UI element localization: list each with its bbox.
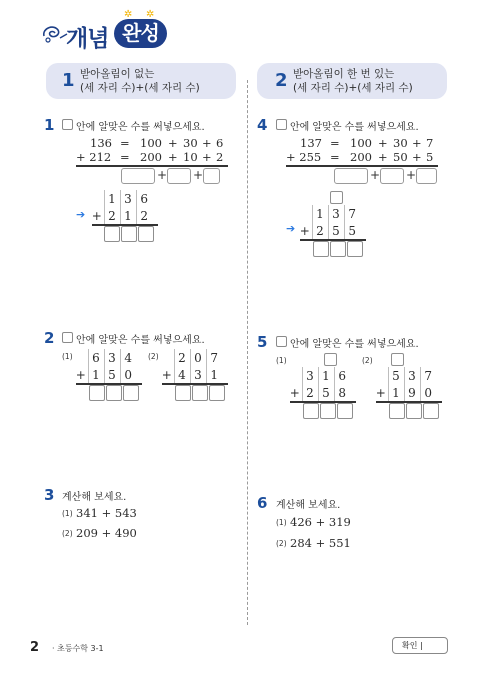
section-title-line2: (세 자리 수)+(세 자리 수) — [293, 82, 413, 94]
sparkle-icon: ✲ — [124, 9, 133, 20]
calc-expression: 209 + 490 — [76, 526, 137, 540]
section-title-line2: (세 자리 수)+(세 자리 수) — [80, 82, 200, 94]
problem-prompt: 안에 알맞은 수를 써넣으세요. — [290, 122, 419, 133]
decomposition-row-2: + 255 = 200 + 50 + 5 — [286, 150, 434, 164]
answer-digit-input[interactable] — [192, 385, 208, 401]
sub-label: (1) — [62, 352, 73, 361]
answer-digit-input[interactable] — [337, 403, 353, 419]
problem-number: 2 — [44, 329, 55, 347]
plus-sign: + — [157, 168, 168, 182]
confirm-box[interactable]: 확인 | — [392, 637, 448, 654]
carry-input[interactable] — [330, 191, 343, 204]
vertical-addition: 2 0 7 + 4 3 1 — [160, 349, 222, 383]
answer-digit-input[interactable] — [106, 385, 122, 401]
sub-label: (2) — [148, 352, 159, 361]
problem-number: 4 — [257, 116, 268, 134]
answer-input[interactable] — [203, 168, 220, 184]
answer-digit-input[interactable] — [389, 403, 405, 419]
problem-prompt: 안에 알맞은 수를 써넣으세요. — [290, 339, 419, 350]
column-divider — [247, 80, 248, 625]
answer-box-icon — [276, 119, 287, 130]
decomposition-row-1: 136 = 100 + 30 + 6 — [90, 136, 224, 150]
answer-digit-input[interactable] — [175, 385, 191, 401]
answer-digit-input[interactable] — [303, 403, 319, 419]
problem-prompt: 안에 알맞은 수를 써넣으세요. — [76, 122, 205, 133]
arrow-right-icon: ➔ — [76, 208, 86, 221]
plus-sign: + — [406, 168, 417, 182]
arrow-right-icon: ➔ — [286, 222, 296, 235]
decomposition-row-1: 137 = 100 + 30 + 7 — [300, 136, 434, 150]
answer-input[interactable] — [416, 168, 437, 184]
answer-digit-input[interactable] — [209, 385, 225, 401]
problem-prompt: 계산해 보세요. — [62, 492, 127, 503]
answer-digit-input[interactable] — [89, 385, 105, 401]
sum-line — [76, 165, 228, 167]
answer-box-icon — [276, 336, 287, 347]
answer-digit-input[interactable] — [406, 403, 422, 419]
answer-input[interactable] — [167, 168, 191, 184]
answer-box-icon — [62, 332, 73, 343]
logo-title-part2: 완성 — [114, 19, 167, 48]
calc-expression: 341 + 543 — [76, 506, 137, 520]
problem-number: 1 — [44, 116, 55, 134]
vertical-addition: 5 3 7 + 1 9 0 — [374, 367, 436, 401]
carry-input[interactable] — [391, 353, 404, 366]
vertical-addition: 1 3 6 + 2 1 2 — [90, 190, 152, 224]
sub-label: (2) — [276, 539, 287, 548]
plus-sign: + — [193, 168, 204, 182]
answer-digit-input[interactable] — [104, 226, 120, 242]
section-title-line1: 받아올림이 한 번 있는 — [293, 68, 395, 80]
page-number: 2 — [30, 640, 40, 655]
problem-number: 3 — [44, 486, 55, 504]
problem-prompt: 계산해 보세요. — [276, 500, 341, 511]
sub-label: (1) — [276, 518, 287, 527]
sparkle-icon: ✲ — [146, 9, 155, 20]
answer-digit-input[interactable] — [313, 241, 329, 257]
answer-digit-input[interactable] — [347, 241, 363, 257]
answer-digit-input[interactable] — [121, 226, 137, 242]
sub-label: (2) — [62, 529, 73, 538]
plus-sign: + — [370, 168, 381, 182]
problem-number: 6 — [257, 494, 268, 512]
sub-label: (1) — [62, 509, 73, 518]
sum-line — [286, 165, 438, 167]
answer-digit-input[interactable] — [123, 385, 139, 401]
carry-input[interactable] — [324, 353, 337, 366]
logo-title-part1: 개념 — [66, 26, 109, 52]
answer-input[interactable] — [380, 168, 404, 184]
sub-label: (2) — [362, 356, 373, 365]
answer-digit-input[interactable] — [423, 403, 439, 419]
answer-digit-input[interactable] — [330, 241, 346, 257]
answer-input[interactable] — [334, 168, 368, 184]
vertical-addition: 3 1 6 + 2 5 8 — [288, 367, 350, 401]
sub-label: (1) — [276, 356, 287, 365]
answer-input[interactable] — [121, 168, 155, 184]
answer-digit-input[interactable] — [320, 403, 336, 419]
section-title-line1: 받아올림이 없는 — [80, 68, 155, 80]
vertical-addition: 1 3 7 + 2 5 5 — [298, 205, 360, 239]
section-number: 2 — [275, 70, 288, 91]
problem-number: 5 — [257, 333, 268, 351]
answer-digit-input[interactable] — [138, 226, 154, 242]
problem-prompt: 안에 알맞은 수를 써넣으세요. — [76, 335, 205, 346]
decomposition-row-2: + 212 = 200 + 10 + 2 — [76, 150, 224, 164]
book-title: · 초등수학 3-1 — [52, 644, 104, 653]
section-number: 1 — [62, 70, 75, 91]
calc-expression: 426 + 319 — [290, 515, 351, 529]
vertical-addition: 6 3 4 + 1 5 0 — [74, 349, 136, 383]
answer-box-icon — [62, 119, 73, 130]
calc-expression: 284 + 551 — [290, 536, 351, 550]
